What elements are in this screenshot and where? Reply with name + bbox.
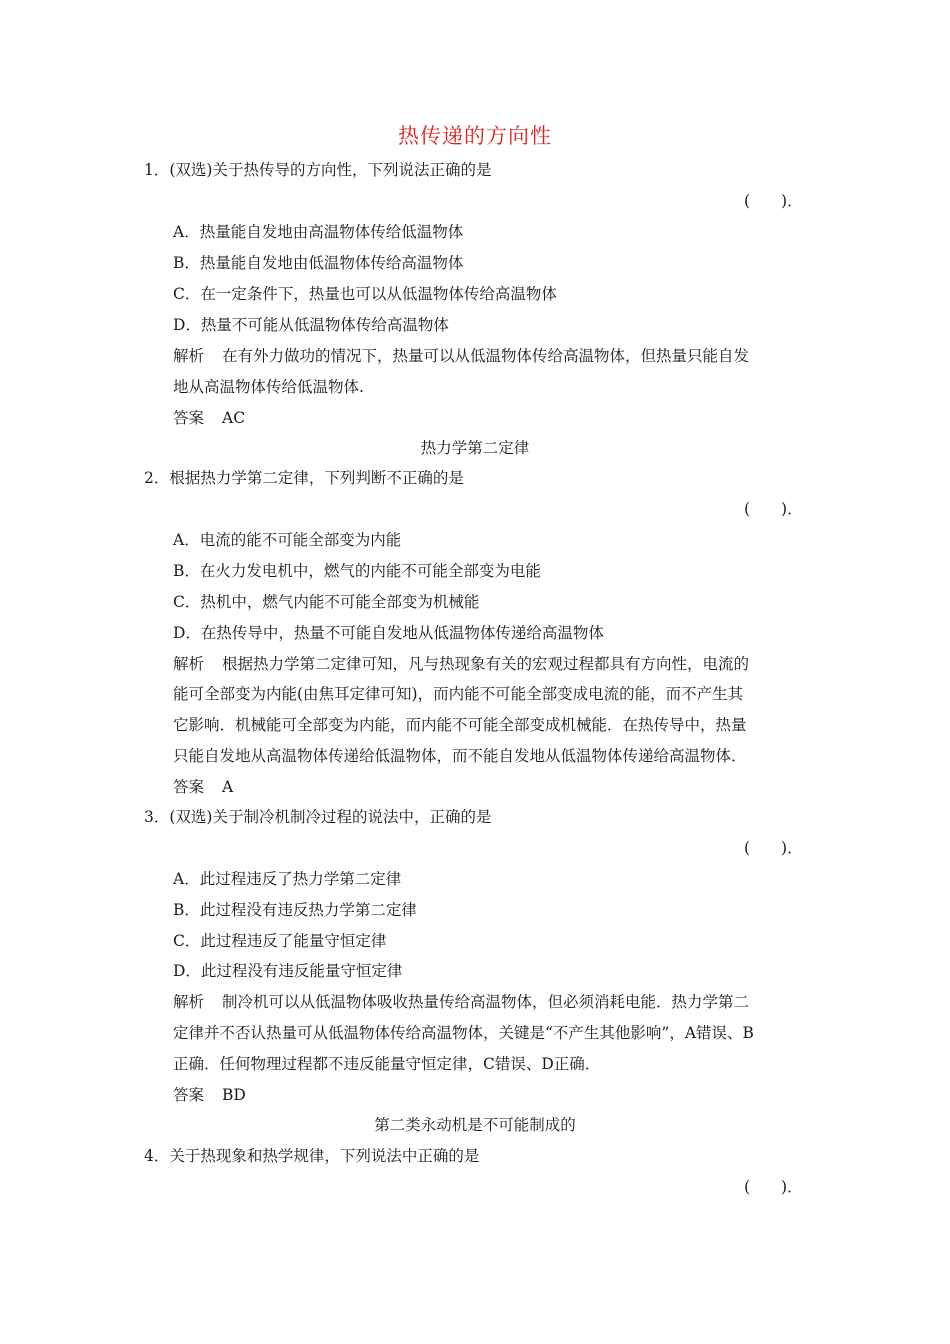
q4-stem: 4．关于热现象和热学规律，下列说法中正确的是	[144, 1147, 480, 1165]
q1-analysis-text-1: 在有外力做功的情况下，热量可以从低温物体传给高温物体，但热量只能自发	[222, 347, 750, 365]
q3-answer-label: 答案	[173, 1086, 205, 1104]
q1-option-d: D．热量不可能从低温物体传给高温物体	[173, 316, 449, 334]
q3-answer: BD	[222, 1086, 246, 1104]
q2-analysis-line-3: 它影响．机械能可全部变为内能，而内能不可能全部变成机械能．在热传导中，热量	[173, 716, 747, 734]
q1-option-a: A．热量能自发地由高温物体传给低温物体	[173, 223, 464, 241]
q3-analysis-label: 解析	[173, 993, 205, 1011]
q1-analysis-label: 解析	[173, 347, 205, 365]
q1-answer-label: 答案	[173, 409, 205, 427]
q2-answer: A	[222, 778, 234, 796]
q1-analysis-line-2: 地从高温物体传给低温物体.	[173, 378, 364, 396]
q2-analysis-label: 解析	[173, 655, 205, 673]
q1-answer-blank: ( )．	[744, 192, 803, 210]
q2-option-a: A．电流的能不可能全部变为内能	[173, 531, 402, 549]
q2-option-c: C．热机中，燃气内能不可能全部变为机械能	[173, 593, 480, 611]
q1-analysis-line-1	[173, 345, 749, 367]
q3-analysis-line-1	[173, 991, 749, 1013]
section-heading-3: 第二类永动机是不可能制成的	[374, 1116, 576, 1134]
q3-answer-blank: ( )．	[744, 839, 803, 857]
q2-answer-blank: ( )．	[744, 500, 803, 518]
q2-option-d: D．在热传导中，热量不可能自发地从低温物体传递给高温物体	[173, 624, 604, 642]
q3-option-b: B．此过程没有违反热力学第二定律	[173, 901, 417, 919]
q3-option-c: C．此过程违反了能量守恒定律	[173, 932, 387, 950]
q2-analysis-line-4: 只能自发地从高温物体传递给低温物体，而不能自发地从低温物体传递给高温物体．	[173, 747, 747, 765]
q2-analysis-line-2: 能可全部变为内能(由焦耳定律可知)，而内能不可能全部变成电流的能，而不产生其	[173, 685, 744, 703]
q3-option-a: A．此过程违反了热力学第二定律	[173, 870, 402, 888]
q2-analysis-text-1: 根据热力学第二定律可知，凡与热现象有关的宏观过程都具有方向性，电流的	[222, 655, 750, 673]
q2-analysis-line-1	[173, 653, 749, 675]
q3-answer-line	[173, 1084, 246, 1106]
q1-stem: 1．(双选)关于热传导的方向性，下列说法正确的是	[144, 161, 492, 179]
q2-option-b: B．在火力发电机中，燃气的内能不可能全部变为电能	[173, 562, 541, 580]
q4-answer-blank: ( )．	[744, 1178, 803, 1196]
q1-option-b: B．热量能自发地由低温物体传给高温物体	[173, 254, 464, 272]
page-title: 热传递的方向性	[398, 124, 552, 148]
q3-option-d: D．此过程没有违反能量守恒定律	[173, 962, 403, 980]
q3-stem: 3．(双选)关于制冷机制冷过程的说法中，正确的是	[144, 808, 492, 826]
q1-answer-line	[173, 407, 245, 429]
q3-analysis-line-2: 定律并不否认热量可从低温物体传给高温物体，关键是“不产生其他影响”，A错误、B	[173, 1024, 754, 1042]
q3-analysis-text-1: 制冷机可以从低温物体吸收热量传给高温物体，但必须消耗电能．热力学第二	[222, 993, 750, 1011]
q2-stem: 2．根据热力学第二定律，下列判断不正确的是	[144, 469, 464, 487]
section-heading-2: 热力学第二定律	[420, 439, 530, 457]
q1-option-c: C．在一定条件下，热量也可以从低温物体传给高温物体	[173, 285, 557, 303]
q2-answer-label: 答案	[173, 778, 205, 796]
q3-analysis-line-3: 正确．任何物理过程都不违反能量守恒定律，C错误、D正确．	[173, 1055, 601, 1073]
q2-answer-line	[173, 776, 233, 798]
q1-answer: AC	[222, 409, 246, 427]
